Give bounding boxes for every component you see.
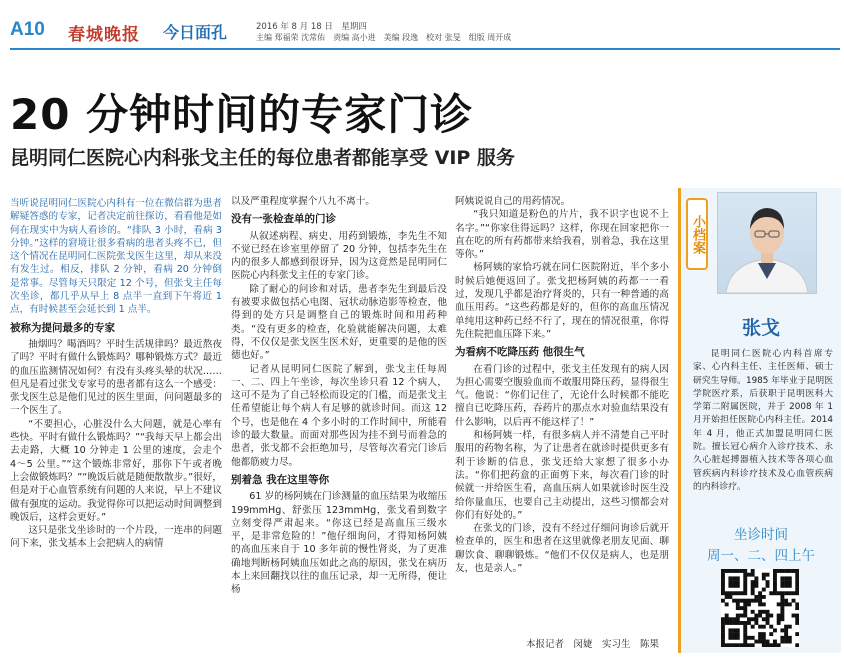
lead-paragraph: 当听说昆明同仁医院心内科有一位在微信群为患者解疑答惑的专家，记者决定前往探访，看看他是如何在现实中为病人看诊的。“排队 3 小时，看病 3 分钟。”这样的窘境让很多看病的患者头疼不已，但这个情况在昆明同仁医院张戈医生这里，却从来没有发生过。相反，排队 2 分钟，看病 20 分钟倒是常事。尽管每天只限定 12 个号，但张戈主任每次坐诊，都几乎从早上 8 点半一直到下午将近 1 点，有时候甚至会延长到 1 点半。 bbox=[10, 198, 222, 316]
paragraph: 除了耐心的问诊和对话，患者李先生到最后没有被要求做包括心电图、冠状动脉造影等检查，他得到的处方只是调整自己的锻炼时间和用药种类。“没有更多的检查，化验就能解决问题，太难得，不仅仅是张戈医生医术好，更重要的是他的医德也好。” bbox=[231, 283, 447, 362]
paragraph: 抽烟吗？喝酒吗？平时生活规律吗？最近熬夜了吗？平时有做什么锻炼吗？哪种锻炼方式？最近的血压监测情况如何？有没有头疼头晕的状况……但凡是看过张戈专家号的患者都有这么一个感受：张戈医生总是他们见过的医生里面，问问题最多的一个医生了。 bbox=[10, 338, 222, 417]
paragraph: “不要担心，心脏没什么大问题，就是心率有些快。平时有做什么锻炼吗？”“我每天早上都会出去走路，大概 10 分钟走 1 公里的速度，会走个 4～5 公里。”“这个锻炼非常好，那你下午或者晚上会做锻炼吗？”“晚饭后就是随便散散步。”很好，但是对于心血管系统有问题的人来说，早上不建议做有强度的运动。我觉得你可以把运动时间调整到晚饭后，这样会更好。” bbox=[10, 418, 222, 523]
article-headline: 20 分钟时间的专家门诊 bbox=[10, 90, 474, 139]
section-heading: 为看病不吃降压药 他很生气 bbox=[455, 346, 585, 359]
section-title: 今日面孔 bbox=[163, 23, 228, 42]
page-header bbox=[0, 0, 844, 44]
newspaper-logo: 春城晚报 bbox=[68, 25, 140, 45]
header-rule bbox=[10, 48, 840, 50]
doctor-bio bbox=[693, 348, 833, 494]
doctor-name: 张戈 bbox=[741, 317, 780, 339]
paragraph: 这只是张戈坐诊时的一个片段，一连串的问题问下来，张戈基本上会把病人的病情 bbox=[10, 525, 222, 550]
paragraph: 61 岁的杨阿姨在门诊测量的血压结果为收缩压 199mmHg、舒张压 123mmHg，张戈看到数字立刻变得严肃起来。“你这已经是高血压三级水平，是非常危险的！”他仔细询问，才得知杨阿姨的高血压来自于 10 多年前的慢性肾炎，为了更准确地判断杨阿姨血压如此之高的原因，张戈在病历本上来回翻找以往的血压记录，却一无所得，便让杨 bbox=[231, 491, 447, 596]
article-column-1 bbox=[10, 197, 222, 551]
article-column-2 bbox=[231, 195, 447, 597]
paragraph: “我只知道是粉色的片片，我不识字也说不上名字。”“你家住得远吗？这样，你现在回家把你一直在吃的所有药都带来给我看，别着急，我在这里等你。” bbox=[455, 209, 669, 261]
editor-credits: 主编 郑福荣 沈常佑 责编 高小进 美编 段逸 校对 张旻 组版 周开成 bbox=[256, 33, 512, 42]
issue-date: 2016 年 8 月 18 日 星期四 bbox=[256, 22, 367, 32]
qr-code-graphic bbox=[721, 569, 799, 647]
paragraph: 和杨阿姨一样，有很多病人并不清楚自己平时服用的药物名称，为了让患者在就诊时提供更多有利于诊断的信息，张戈还给大家想了很多小办法。“你们把药盒的正面剪下来，每次看门诊的时候就一并给医生看，高血压病人如果就诊时医生没给你量血压，也要自己主动提出，这些习惯都会对你们有好处的。” bbox=[455, 430, 669, 521]
profile-sidebar bbox=[678, 188, 841, 653]
article-subheadline: 昆明同仁医院心内科张戈主任的每位患者都能享受 VIP 服务 bbox=[10, 147, 515, 169]
paragraph: 从叙述病程、病史、用药到锻炼，李先生不知不觉已经在诊室里停留了 20 分钟，包括李先生在内的很多人都感到很讶异，因为这竟然是昆明同仁医院心内科张戈主任的专家门诊。 bbox=[231, 230, 447, 282]
profile-tag bbox=[686, 198, 708, 270]
paragraph: 记者从昆明同仁医院了解到，张戈主任每周一、二、四上午坐诊，每次坐诊只看 12 个病人，这可不是为了自己轻松而设定的门槛，而是张戈主任希望能让每个病人有足够的就诊时间。而这 12 个号，也是他在 4 个多小时的工作时间中，所能看诊的最大数量。而面对那些因为挂不到号而着急的患者，张戈都不会拒绝加号，尽管每次看完门诊后他都筋疲力尽。 bbox=[231, 363, 447, 468]
section-heading: 被称为提问最多的专家 bbox=[10, 321, 115, 334]
section-heading: 别着急 我在这里等你 bbox=[231, 473, 330, 486]
doctor-bio-text: 昆明同仁医院心内科首席专家、心内科主任、主任医师、硕士研究生导师。1985 年毕业于昆明医学院医疗系，后获职于昆明医科大学第二附属医院，并于 2008 年 1 月开始担任医院心内科主任。2014 年 4 月，他正式加盟昆明同仁医院。擅长冠心病介入诊疗技术、永久心脏起搏器植入技术等各项心血管疾病内科诊疗技术及心血管疾病的内科诊疗。 bbox=[693, 349, 833, 492]
profile-tag-label: 小档案 bbox=[690, 214, 705, 254]
portrait-illustration bbox=[718, 193, 816, 293]
paragraph: 在张戈的门诊，没有不经过仔细问询诊后就开检查单的，医生和患者在这里就像老朋友见面、聊聊饮食、聊聊锻炼。“他们不仅仅是病人，也是朋友，也是亲人。” bbox=[455, 523, 669, 575]
article-column-3 bbox=[455, 195, 669, 575]
doctor-portrait bbox=[717, 192, 817, 294]
paragraph: 阿姨说说自己的用药情况。 bbox=[455, 196, 571, 207]
paragraph: 杨阿姨的家恰巧就在同仁医院附近，半个多小时候后她便返回了。张戈把杨阿姨的药都一一看过，发现几乎都是治疗肾炎的，只有一种普通的高血压用药。“这些药都是好的，但你的高血压情况单纯用这种药已经不行了，现在的情况很重，你得先住院把血压降下来。” bbox=[455, 262, 669, 340]
paragraph: 以及严重程度掌握个八九不离十。 bbox=[231, 196, 375, 207]
byline: 本报记者 闵婕 实习生 陈果 bbox=[526, 639, 660, 650]
paragraph: 在看门诊的过程中，张戈主任发现有的病人因为担心需要空腹验血而不敢服用降压药，显得很生气。他说：“你们记住了，无论什么时候都不能吃擅自已吃降压药，吞药片的那点水对验血结果没有什么影响，以后再不能这样了！” bbox=[455, 363, 669, 428]
clinic-hours-title: 坐诊时间 bbox=[734, 527, 788, 543]
section-heading: 没有一张检查单的门诊 bbox=[231, 213, 336, 226]
page-number: A10 bbox=[10, 19, 45, 40]
qr-code[interactable] bbox=[721, 569, 799, 647]
clinic-hours: 周一、二、四上午 bbox=[707, 548, 815, 564]
